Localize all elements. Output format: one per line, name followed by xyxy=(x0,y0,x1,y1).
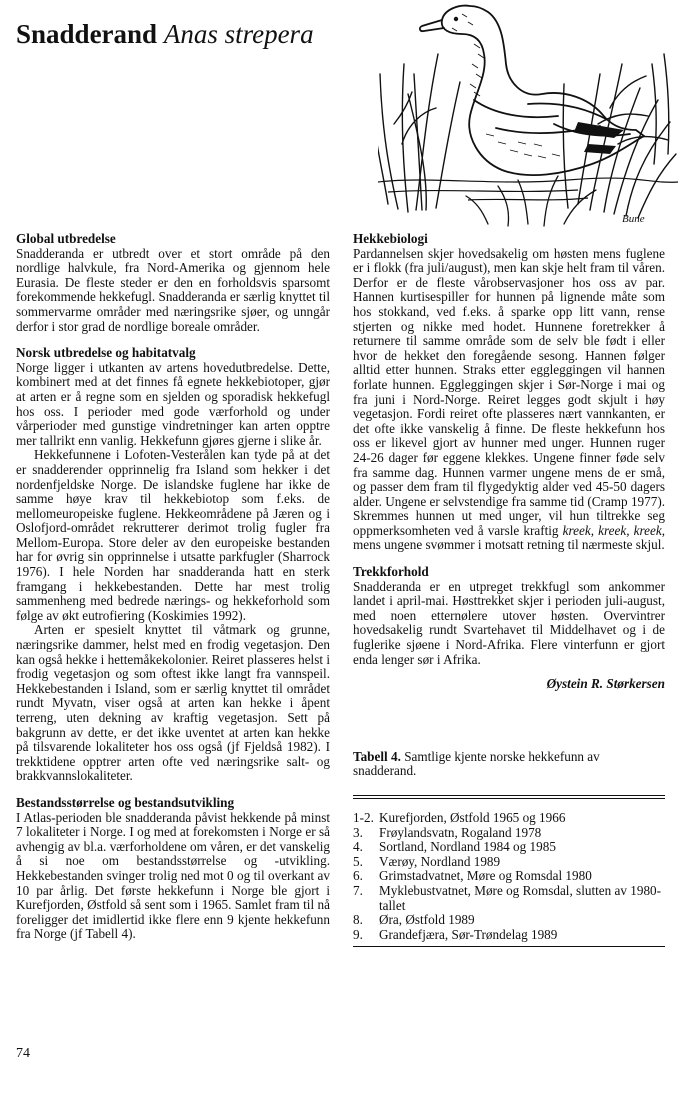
row-number: 6. xyxy=(353,868,363,884)
row-number: 5. xyxy=(353,853,363,869)
table-row xyxy=(353,811,665,826)
paragraph-migration: Snadderanda er en utpreget trekkfugl som ankommer landet i april-mai. Høsttrekket skjer i perioden juli-august, med noen etternølere utover høsten. Overvintrer hovedsakelig rundt Svartehavet til Middelhavet og i de fuglerike sjøene i Nord-Afrika. Flere vinterfunn er gjort enda lenger sør i Afrika. xyxy=(353,578,665,667)
row-text: Sortland, Nordland 1984 og 1985 xyxy=(379,839,556,855)
table-row xyxy=(353,928,665,943)
latin-name: Anas strepera xyxy=(163,19,314,49)
section-heading-migration: Trekkforhold xyxy=(353,564,429,580)
table-caption-text: Samtlige kjente norske hekkefunn av snadderand. xyxy=(353,748,600,779)
table-rule-header xyxy=(353,798,665,799)
row-number: 4. xyxy=(353,839,363,855)
table-row xyxy=(353,869,665,884)
table-row xyxy=(353,855,665,870)
table-caption xyxy=(353,750,665,779)
section-heading-population: Bestandsstørrelse og bestandsutvikling xyxy=(16,794,235,810)
paragraph-breeding: Pardannelsen skjer hovedsakelig om høsten mens fuglene er i flokk (fra juli/august), men kan skje helt fram til våren. Derfor er de fleste vårobservasjoner hos oss av par. Hannen kurtisespiller for hunnen på lignende måte som hos stokkand, ved f.eks. å sparke opp litt vann, rense stjerten og nikke med hodet. Hunnene foretrekker å returnere til samme område som de selv ble født i eller hvor de hekket den foregående sesong. Hannen følger alltid etter hunnen. Straks etter eggleggingen vil hannen forlate hunnen. Eggleggingen skjer i Sør-Norge i mai og fra juni i Nord-Norge. Reiret legges godt skjult i høy vegetasjon. Fordi reiret ofte plasseres nært vannkanten, er det ofte ikke vanskelig å finne. De fleste hekkefunn hos oss er likevel gjort av hunner med unger. Hunnen ruger 24-26 dager før eggene klekkes. Ungene finner føde selv fra samme dag. Hunnen varmer ungene mens de er små, og passer dem fram til flygedyktig alder ved 45-50 dagers alder. Ungene er selvstendige fra samme tid (Cramp 1977). Skremmes hunnen ut med unger, vil hun tiltrekke seg oppmerksomheten ved å varsle kraftig kreek, kreek, kreek, mens ungene svømmer i motsatt retning til nærmeste skjul. xyxy=(353,245,666,553)
right-column xyxy=(353,232,665,947)
author-signature: Øystein R. Størkersen xyxy=(546,676,665,692)
illustration-signature: Bune xyxy=(622,213,645,225)
row-text: Værøy, Nordland 1989 xyxy=(379,853,501,869)
table-rule-bottom xyxy=(353,946,665,947)
breeding-records-table xyxy=(353,811,665,942)
row-number: 9. xyxy=(353,926,363,942)
table-row xyxy=(353,840,665,855)
table-rule-top xyxy=(353,795,665,796)
page-title xyxy=(16,18,314,50)
paragraph-norwegian-distribution-1: Norge ligger i utkanten av artens hovedutbredelse. Dette, kombinert med at det finnes få egnete hekkebiotoper, gjør at arten er å regne som en sjelden og sporadisk hekkefugl hos oss. I perioder med gode værforhold og under vårperioder med gunstige vindretninger kan arten opptre mer tallrikt enn vanlig. Hekkefunn gjøres gjerne i slike år. xyxy=(16,359,330,448)
section-heading-global: Global utbredelse xyxy=(16,231,116,246)
paragraph-population: I Atlas-perioden ble snadderanda påvist hekkende på minst 7 lokaliteter i Norge. I og med at forekomsten i Norge er så avhengig av bl.a. værforholdene om våren, er det vanskelig å si noe om bestandsstørrelse og -utvikling. Hekkebestanden svinger trolig ned mot 0 og til overkant av 10 par årlig. Det første hekkefunn i Norge ble gjort i Kurefjorden, Østfold så sent som i 1965. Samlet fram til nå foreligger det imidlertid ikke flere enn 9 kjente hekkefunn fra Norge (jf Tabell 4). xyxy=(16,809,330,942)
page-number: 74 xyxy=(16,1046,30,1061)
gadwall-illustration xyxy=(378,4,678,228)
row-text: Øra, Østfold 1989 xyxy=(379,912,475,928)
table-row xyxy=(353,826,665,841)
row-number: 3. xyxy=(353,824,363,840)
row-text: Myklebustvatnet, Møre og Romsdal, slutten av 1980-tallet xyxy=(379,882,662,913)
table-label: Tabell 4. xyxy=(353,748,401,764)
paragraph-norwegian-distribution-3: Arten er spesielt knyttet til våtmark og grunne, næringsrike dammer, helst med en frodig vegetasjon. Den kan også hekke i hettemåkekolonier. Reiret plasseres helst i frodig vegetasjon og som oftest ikke langt fra vannspeil. Hekkebestanden i Island, som er særlig knyttet til området rundt Myvatn, viser også at arten kan hekke i åpent terreng, uten dekning av kraftig vegetasjon. Sett på bakgrunn av dette, er det ikke uventet at arten kan hekke på tilsvarende lokaliteter hos oss også (jf Fjeldså 1982). I trekktidene opptrer arten ofte ved næringsrike salt- og brakkvannslokaliteter. xyxy=(16,622,330,784)
row-text: Grimstadvatnet, Møre og Romsdal 1980 xyxy=(379,868,592,884)
row-number: 7. xyxy=(353,882,363,898)
table-row xyxy=(353,884,665,913)
left-column xyxy=(16,232,330,942)
row-text: Grandefjæra, Sør-Trøndelag 1989 xyxy=(379,926,558,942)
paragraph-global: Snadderanda er utbredt over et stort område på den nordlige halvkule, fra Nord-Amerika og gjennom hele Eurasia. De fleste steder er den en forholdsvis sparsomt forekommende hekkefugl. Snadderanda er særlig knyttet til sommervarme områder med næringsrike sjøer, og unngår derfor i stor grad de nordlige boreale områder. xyxy=(16,245,330,334)
common-name: Snadderand xyxy=(16,19,158,49)
table-row xyxy=(353,913,665,928)
row-text: Frøylandsvatn, Rogaland 1978 xyxy=(379,824,542,840)
paragraph-norwegian-distribution-2: Hekkefunnene i Lofoten-Vesterålen kan tyde på at det er snadderender opprinnelig fra Island som hekker i det nordenfjeldske Norge. De islandske fuglene har ikke de samme høye krav til hekkebiotop som f.eks. de mellomeuropeiske fuglene. Hekkeområdene på Jæren og i Oslofjord-området rekrutterer derimot trolig fugler fra Mellom-Europa. Store deler av den europeiske bestanden har for øvrig sin opprinnelse i utsatte parkfugler (Sharrock 1976). I hele Norden har snadderanda hatt en sterk framgang i hekkebestanden. Dette har mest trolig sammenheng med bedrede nærings- og hekkeforhold som følge av økt eutrofiering (Koskimies 1992). xyxy=(16,447,330,623)
row-number: 1-2. xyxy=(353,810,374,825)
section-heading-breeding: Hekkebiologi xyxy=(353,231,428,246)
section-heading-norwegian-distribution: Norsk utbredelse og habitatvalg xyxy=(16,345,196,361)
row-number: 8. xyxy=(353,912,363,928)
row-text: Kurefjorden, Østfold 1965 og 1966 xyxy=(379,810,566,825)
